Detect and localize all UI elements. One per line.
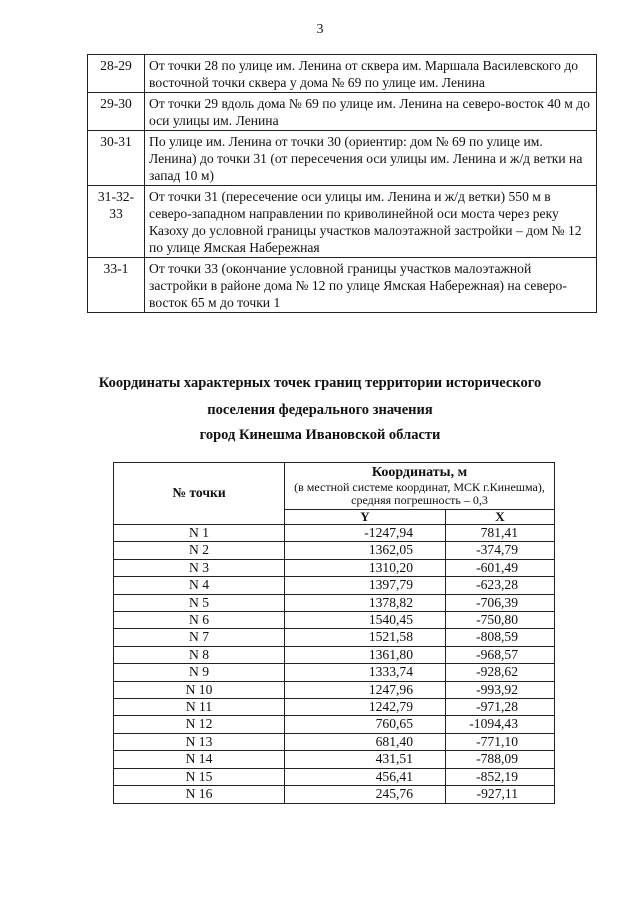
route-row (88, 186, 597, 258)
table-row (114, 594, 555, 611)
table-row (114, 646, 555, 663)
column-header-y: Y (285, 510, 446, 525)
point-number-cell: N 6 (114, 612, 285, 629)
y-coordinate-cell: 681,40 (285, 733, 446, 750)
y-coordinate-cell: 1540,45 (285, 612, 446, 629)
x-coordinate-cell: -971,28 (446, 699, 555, 716)
table-row (114, 612, 555, 629)
table-row (114, 768, 555, 785)
table-row (114, 664, 555, 681)
point-number-cell: N 8 (114, 646, 285, 663)
route-segment: 33-1 (88, 258, 145, 313)
point-number-cell: N 14 (114, 751, 285, 768)
table-row (114, 559, 555, 576)
route-description: От точки 28 по улице им. Ленина от сквера им. Маршала Василевского до восточной точки сквера у дома № 69 по улице им. Ленина (145, 55, 597, 93)
y-coordinate-cell: 760,65 (285, 716, 446, 733)
y-coordinate-cell: 1333,74 (285, 664, 446, 681)
point-number-cell: N 12 (114, 716, 285, 733)
y-coordinate-cell: 1361,80 (285, 646, 446, 663)
table-row (114, 681, 555, 698)
x-coordinate-cell: -623,28 (446, 577, 555, 594)
route-row (88, 131, 597, 186)
point-number-cell: N 4 (114, 577, 285, 594)
point-number-cell: N 1 (114, 525, 285, 542)
route-row (88, 55, 597, 93)
point-number-cell: N 3 (114, 559, 285, 576)
column-header-point: № точки (114, 463, 285, 525)
table-row (114, 751, 555, 768)
y-coordinate-cell: 1362,05 (285, 542, 446, 559)
column-header-x: X (446, 510, 555, 525)
x-coordinate-cell: 781,41 (446, 525, 555, 542)
x-coordinate-cell: -993,92 (446, 681, 555, 698)
x-coordinate-cell: -928,62 (446, 664, 555, 681)
x-coordinate-cell: -374,79 (446, 542, 555, 559)
x-coordinate-cell: -852,19 (446, 768, 555, 785)
point-number-cell: N 9 (114, 664, 285, 681)
y-coordinate-cell: 1247,96 (285, 681, 446, 698)
table-row (114, 716, 555, 733)
column-header-coordinates (285, 463, 555, 510)
table-row (114, 577, 555, 594)
x-coordinate-cell: -968,57 (446, 646, 555, 663)
point-number-cell: N 13 (114, 733, 285, 750)
point-number-cell: N 11 (114, 699, 285, 716)
point-number-cell: N 5 (114, 594, 285, 611)
route-description-table (87, 54, 597, 313)
route-segment: 29-30 (88, 93, 145, 131)
x-coordinate-cell: -808,59 (446, 629, 555, 646)
y-coordinate-cell: 1378,82 (285, 594, 446, 611)
point-number-cell: N 10 (114, 681, 285, 698)
route-row (88, 93, 597, 131)
table-row (114, 525, 555, 542)
route-row (88, 258, 597, 313)
y-coordinate-cell: 1242,79 (285, 699, 446, 716)
point-number-cell: N 2 (114, 542, 285, 559)
coordinates-subtitle: (в местной системе координат, МСК г.Кинешма), средняя погрешность – 0,3 (294, 480, 545, 507)
x-coordinate-cell: -750,80 (446, 612, 555, 629)
y-coordinate-cell: 456,41 (285, 768, 446, 785)
table-row (114, 542, 555, 559)
route-segment: 28-29 (88, 55, 145, 93)
coordinates-title: Координаты, м (371, 465, 468, 480)
y-coordinate-cell: 431,51 (285, 751, 446, 768)
point-number-cell: N 16 (114, 786, 285, 803)
route-description: От точки 33 (окончание условной границы участков малоэтажной застройки в районе дома № 12 по улице Ямская Набережная) на северо-восток 65 м до точки 1 (145, 258, 597, 313)
page-number: 3 (316, 22, 324, 37)
table-row (114, 699, 555, 716)
route-segment: 31-32-33 (88, 186, 145, 258)
table-row (114, 786, 555, 803)
route-description: От точки 31 (пересечение оси улицы им. Ленина и ж/д ветки) 550 м в северо-западном направлении по криволинейной оси моста через реку Казоху до условной границы участков малоэтажной застройки – дом № 12 по улице Ямская Набережная (145, 186, 597, 258)
table-row (114, 733, 555, 750)
section-heading-line-1: Координаты характерных точек границ территории исторического (98, 375, 542, 391)
x-coordinate-cell: -788,09 (446, 751, 555, 768)
y-coordinate-cell: 1310,20 (285, 559, 446, 576)
y-coordinate-cell: 245,76 (285, 786, 446, 803)
route-description: От точки 29 вдоль дома № 69 по улице им. Ленина на северо-восток 40 м до оси улицы им. Ленина (145, 93, 597, 131)
point-number-cell: N 15 (114, 768, 285, 785)
y-coordinate-cell: 1397,79 (285, 577, 446, 594)
section-heading-line-2: поселения федерального значения (207, 402, 433, 418)
coordinates-table (113, 462, 555, 804)
x-coordinate-cell: -927,11 (446, 786, 555, 803)
x-coordinate-cell: -1094,43 (446, 716, 555, 733)
point-number-cell: N 7 (114, 629, 285, 646)
x-coordinate-cell: -706,39 (446, 594, 555, 611)
x-coordinate-cell: -771,10 (446, 733, 555, 750)
section-heading-line-3: город Кинешма Ивановской области (199, 427, 441, 443)
route-description: По улице им. Ленина от точки 30 (ориентир: дом № 69 по улице им. Ленина) до точки 31 (от пересечения оси улицы им. Ленина и ж/д ветки на запад 10 м) (145, 131, 597, 186)
route-segment: 30-31 (88, 131, 145, 186)
y-coordinate-cell: -1247,94 (285, 525, 446, 542)
y-coordinate-cell: 1521,58 (285, 629, 446, 646)
table-row (114, 629, 555, 646)
x-coordinate-cell: -601,49 (446, 559, 555, 576)
